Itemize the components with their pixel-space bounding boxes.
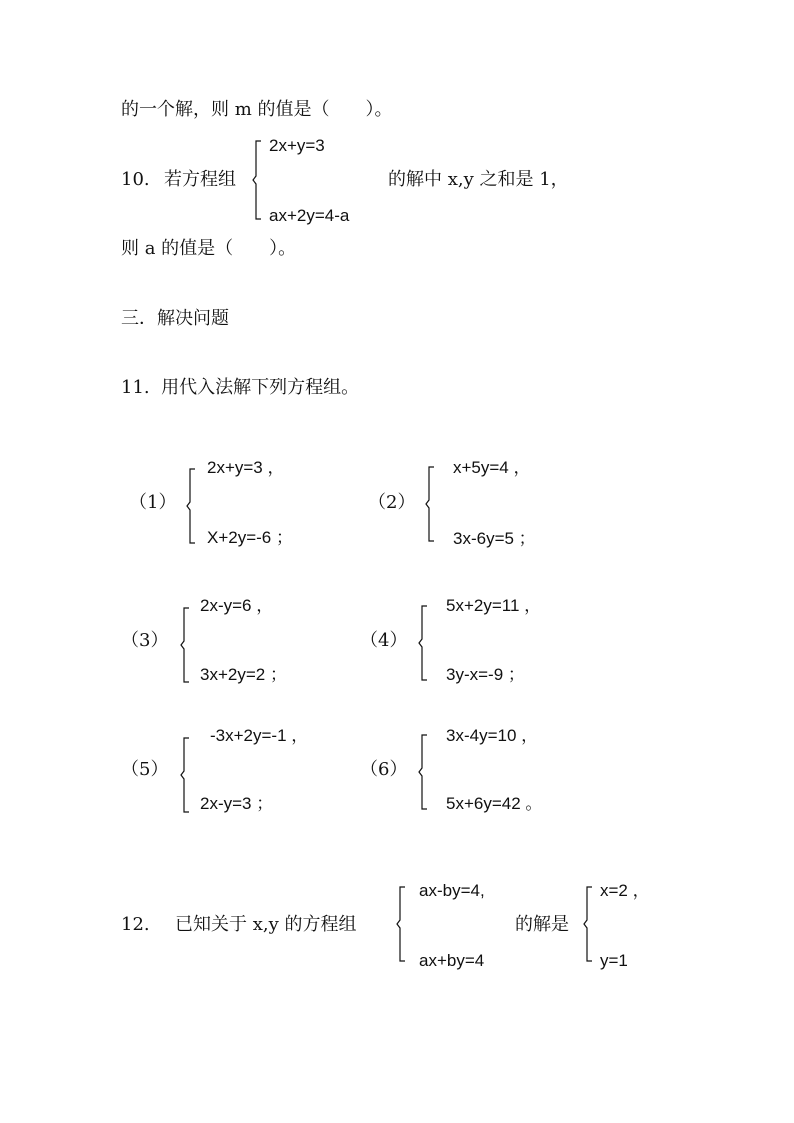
- q10-suffix: 的解中 x,y 之和是 1，: [388, 169, 569, 190]
- left-brace-icon: [425, 466, 435, 542]
- q12-prefix: 已知关于 x,y 的方程组: [175, 914, 357, 935]
- q12-number: 12.: [121, 914, 150, 935]
- q10-prefix: 若方程组: [164, 169, 236, 190]
- section-heading: 三．解决问题: [121, 308, 229, 329]
- q12-solution-x: x=2 ，: [600, 881, 650, 900]
- q11-title: 11. 用代入法解下列方程组。: [121, 377, 360, 398]
- left-brace-icon: [418, 605, 428, 681]
- equation-2: X+2y=-6 ；: [207, 528, 293, 547]
- q10-equation-1: 2x+y=3: [269, 136, 325, 155]
- equation-2: 2x-y=3 ；: [200, 794, 274, 813]
- equation-1: x+5y=4 ，: [453, 458, 531, 477]
- q12-equation-2: ax+by=4: [419, 951, 485, 970]
- left-brace-icon: [252, 140, 262, 220]
- left-brace-icon: [418, 734, 428, 810]
- q9-tail-text: 的一个解，则 m 的值是（ ）。: [121, 99, 393, 120]
- q12-solution-y: y=1: [600, 951, 628, 970]
- system-label: （1）: [129, 492, 177, 513]
- left-brace-icon: [180, 607, 190, 683]
- q10-equation-2: ax+2y=4-a: [269, 206, 350, 225]
- system-label: （2）: [368, 492, 416, 513]
- q10-number: 10.: [121, 169, 150, 190]
- equation-2: 3x+2y=2 ；: [200, 665, 287, 684]
- left-brace-icon: [186, 468, 196, 544]
- equation-1: 5x+2y=11 ，: [446, 596, 542, 615]
- q12-equation-1: ax-by=4,: [419, 881, 485, 900]
- equation-1: 2x-y=6 ，: [200, 596, 274, 615]
- left-brace-icon: [180, 737, 190, 813]
- equation-1: 3x-4y=10 ，: [446, 726, 539, 745]
- q12-mid: 的解是: [515, 914, 569, 935]
- left-brace-icon: [583, 886, 593, 962]
- equation-2: 3y-x=-9 ；: [446, 665, 525, 684]
- system-label: （5）: [121, 759, 169, 780]
- equation-2: 3x-6y=5 ；: [453, 529, 536, 548]
- equation-1: -3x+2y=-1 ，: [210, 726, 309, 745]
- left-brace-icon: [396, 886, 406, 962]
- system-label: （4）: [360, 630, 408, 651]
- system-label: （3）: [121, 630, 169, 651]
- system-label: （6）: [360, 759, 408, 780]
- equation-2: 5x+6y=42 。: [446, 794, 543, 813]
- equation-1: 2x+y=3 ，: [207, 458, 285, 477]
- q10-line-2: 则 a 的值是（ ）。: [121, 238, 297, 259]
